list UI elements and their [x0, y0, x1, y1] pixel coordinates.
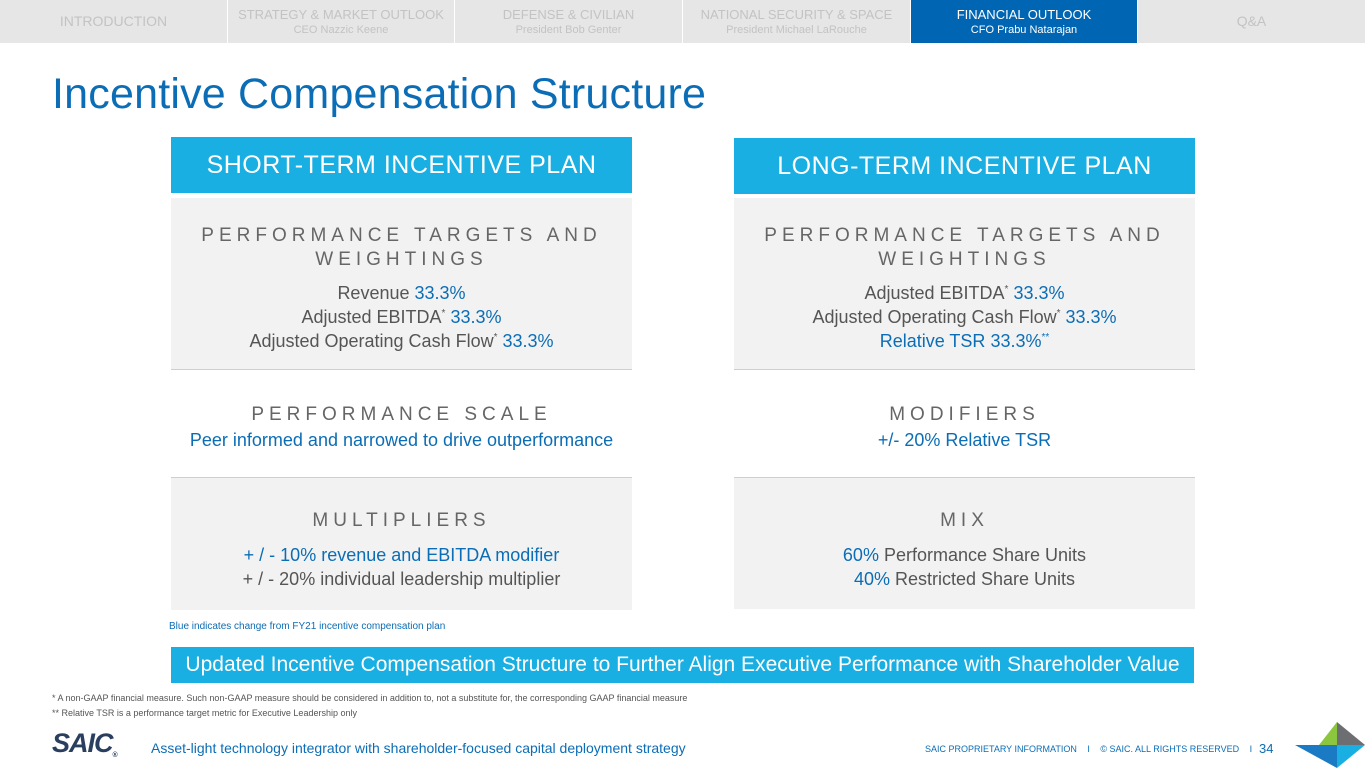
target-row-revenue: [171, 281, 632, 305]
multiplier-line: + / - 20% individual leadership multiplier: [242, 569, 561, 589]
page-title: Incentive Compensation Structure: [52, 70, 707, 118]
targets-heading: PERFORMANCE TARGETS AND: [764, 225, 1165, 246]
target-label: Adjusted Operating Cash Flow: [249, 331, 494, 351]
mix-line: [734, 567, 1195, 591]
target-value: 33.3%: [502, 331, 554, 351]
footnote-mark: *: [493, 332, 498, 343]
tab-financial-outlook[interactable]: [911, 0, 1138, 43]
tab-title: DEFENSE & CIVILIAN: [502, 6, 635, 22]
footnote-mark: *: [441, 308, 446, 319]
saic-logo: [52, 728, 118, 759]
modifiers-panel: [734, 403, 1195, 463]
target-value: 33.3%: [1065, 307, 1117, 327]
footnote: ** Relative TSR is a performance target metric for Executive Leadership only: [52, 708, 357, 718]
short-term-targets-panel: [171, 198, 632, 369]
footnote: * A non-GAAP financial measure. Such non-GAAP measure should be considered in addition to, not a substitute for, the corresponding GAAP financial measure: [52, 693, 688, 703]
corner-triangle-green: [1319, 722, 1337, 745]
tab-subtitle: CFO Prabu Natarajan: [970, 23, 1078, 36]
logo-text: SAIC: [52, 728, 113, 758]
tab-subtitle: President Michael LaRouche: [726, 23, 867, 36]
multiplier-line: + / - 10% revenue and EBITDA modifier: [243, 545, 560, 565]
target-value: 33.3%: [414, 283, 466, 303]
target-value: 33.3%: [450, 307, 502, 327]
change-note: Blue indicates change from FY21 incentive compensation plan: [169, 621, 446, 632]
target-label: Adjusted EBITDA: [864, 283, 1005, 303]
performance-scale-text: Peer informed and narrowed to drive outperformance: [189, 430, 614, 450]
target-row-ebitda: [171, 305, 632, 329]
separator: I: [1087, 744, 1090, 754]
targets-heading: PERFORMANCE TARGETS AND: [201, 225, 602, 246]
mix-label: Performance Share Units: [883, 545, 1087, 565]
modifiers-heading: MODIFIERS: [889, 404, 1040, 425]
tab-defense-civilian[interactable]: [455, 0, 683, 43]
modifiers-text: +/- 20% Relative TSR: [877, 430, 1052, 450]
divider: [171, 369, 632, 370]
target-label: Revenue: [337, 283, 410, 303]
tab-introduction[interactable]: [0, 0, 228, 43]
tab-title: Q&A: [1236, 13, 1267, 29]
target-row-relative-tsr: [734, 329, 1195, 353]
tab-title: FINANCIAL OUTLOOK: [956, 6, 1092, 22]
target-row-cash-flow: [171, 329, 632, 353]
footnote-mark: *: [1056, 308, 1061, 319]
targets-heading-cont: WEIGHTINGS: [878, 249, 1051, 270]
mix-label: Restricted Share Units: [894, 569, 1076, 589]
tab-subtitle: CEO Nazzic Keene: [293, 23, 389, 36]
performance-scale-heading: PERFORMANCE SCALE: [251, 404, 552, 425]
target-value: 33.3%: [1013, 283, 1065, 303]
corner-triangle-blue: [1295, 745, 1337, 768]
tab-qa[interactable]: [1138, 0, 1365, 43]
mix-heading: MIX: [940, 510, 989, 531]
proprietary-text: SAIC PROPRIETARY INFORMATION: [925, 744, 1077, 754]
multipliers-heading: MULTIPLIERS: [312, 510, 491, 531]
long-term-plan-header: LONG-TERM INCENTIVE PLAN: [734, 138, 1195, 194]
tab-subtitle: President Bob Genter: [515, 23, 622, 36]
footnote-mark: *: [1004, 284, 1009, 295]
mix-panel: [734, 478, 1195, 609]
target-row-cash-flow: [734, 305, 1195, 329]
tab-strategy-market-outlook[interactable]: [228, 0, 455, 43]
corner-triangle-cyan: [1337, 745, 1365, 768]
mix-line: [734, 543, 1195, 567]
page-number: 34: [1259, 741, 1274, 756]
summary-banner: Updated Incentive Compensation Structure to Further Align Executive Performance with Shareholder Value: [171, 647, 1194, 683]
target-row-ebitda: [734, 281, 1195, 305]
footer-tagline: Asset-light technology integrator with shareholder-focused capital deployment strategy: [151, 740, 686, 756]
corner-triangle-gray: [1337, 722, 1365, 745]
target-value: 33.3%: [990, 331, 1042, 351]
section-nav: [0, 0, 1365, 43]
corner-decoration-icon: [1295, 722, 1365, 768]
multipliers-panel: [171, 478, 632, 610]
divider: [734, 369, 1195, 370]
separator: I: [1249, 744, 1253, 754]
performance-scale-panel: [171, 403, 632, 463]
tab-title: INTRODUCTION: [59, 13, 168, 29]
target-label: Adjusted EBITDA: [301, 307, 442, 327]
mix-value: 60%: [842, 545, 879, 565]
mix-value: 40%: [853, 569, 890, 589]
target-label: Relative TSR: [879, 331, 986, 351]
long-term-targets-panel: [734, 198, 1195, 369]
tab-national-security-space[interactable]: [683, 0, 911, 43]
target-label: Adjusted Operating Cash Flow: [812, 307, 1057, 327]
tab-title: NATIONAL SECURITY & SPACE: [700, 6, 893, 22]
copyright-text: © SAIC. ALL RIGHTS RESERVED: [1100, 744, 1240, 754]
footer-legal: [921, 744, 1256, 754]
registered-mark: ®: [112, 752, 118, 759]
tab-title: STRATEGY & MARKET OUTLOOK: [238, 6, 444, 22]
short-term-plan-header: SHORT-TERM INCENTIVE PLAN: [171, 137, 632, 193]
footnotes: [52, 691, 687, 721]
footnote-mark: **: [1041, 332, 1050, 343]
targets-heading-cont: WEIGHTINGS: [315, 249, 488, 270]
